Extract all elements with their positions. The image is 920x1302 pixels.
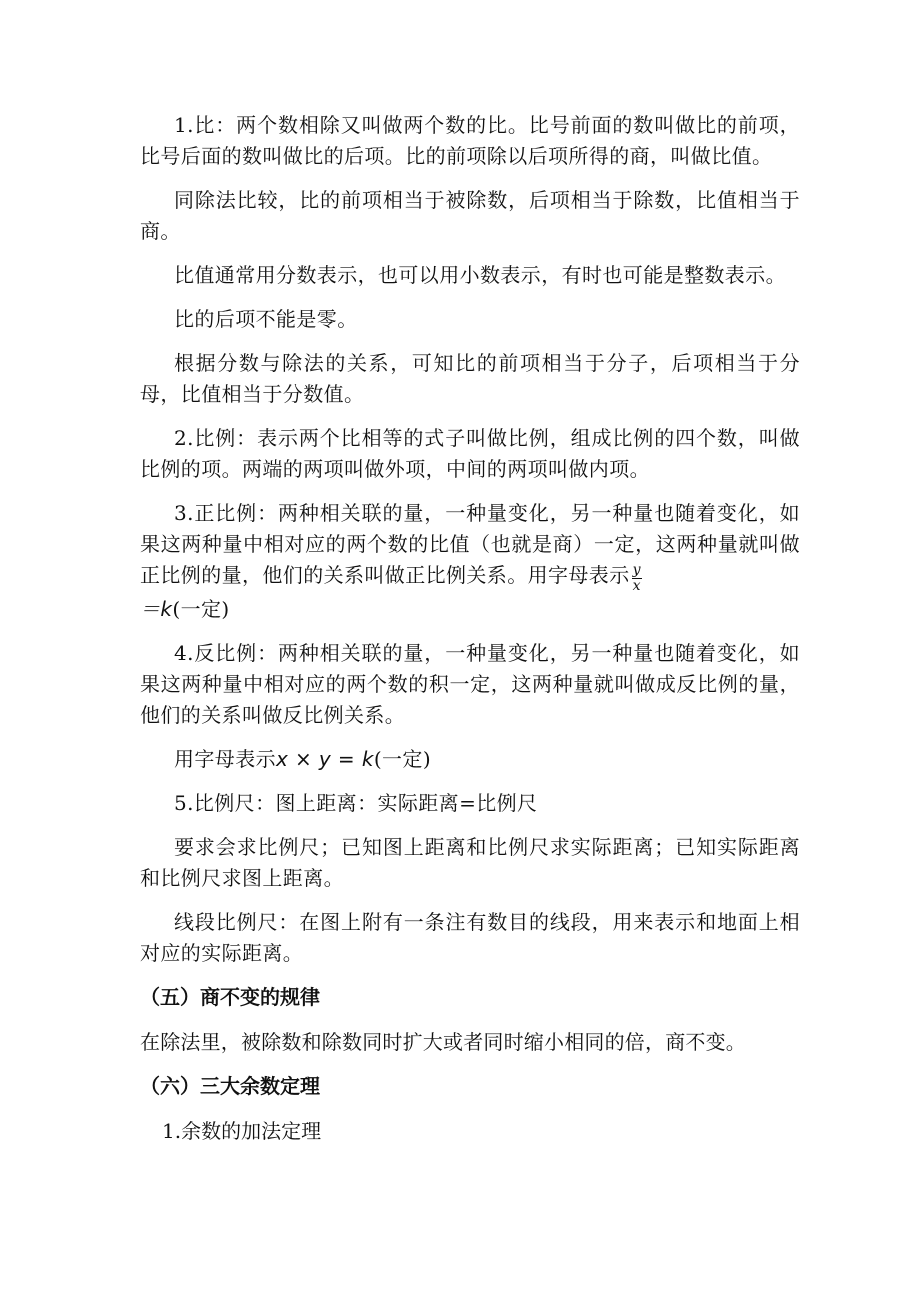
document-page xyxy=(140,110,800,1147)
fraction-y-over-x xyxy=(632,563,642,594)
section-heading-remainder-theorems: （六）三大余数定理 xyxy=(140,1073,320,1098)
direct-proportion-constant-note: (一定) xyxy=(172,596,230,621)
paragraph-inverse-formula xyxy=(140,744,800,775)
section-heading-quotient-invariance: （五）商不变的规律 xyxy=(140,984,320,1009)
inverse-formula-equation: x × y = k xyxy=(276,746,374,771)
paragraph-ratio-vs-fraction: 根据分数与除法的关系，可知比的前项相当于分子，后项相当于分母，比值相当于分数值。 xyxy=(140,351,800,406)
fraction-numerator: y xyxy=(632,561,641,578)
direct-proportion-text: 3.正比例：两种相关联的量，一种量变化，另一种量也随着变化，如果这两种量中相对应的两个数的比值（也就是商）一定，这两种量就叫做正比例的量，他们的关系叫做正比例关系。用字母表示 xyxy=(140,501,800,587)
paragraph-quotient-invariance: 在除法里，被除数和除数同时扩大或者同时缩小相同的倍，商不变。 xyxy=(140,1029,746,1054)
paragraph-line-scale: 线段比例尺：在图上附有一条注有数目的线段，用来表示和地面上相对应的实际距离。 xyxy=(140,909,800,965)
inverse-formula-text: 用字母表示 xyxy=(174,746,276,771)
paragraph-direct-proportion xyxy=(140,498,800,625)
paragraph-ratio-definition: 1.比：两个数相除又叫做两个数的比。比号前面的数叫做比的前项，比号后面的数叫做比的后项。比的前项除以后项所得的商，叫做比值。 xyxy=(140,113,800,168)
paragraph-scale-requirements: 要求会求比例尺；已知图上距离和比例尺求实际距离；已知实际距离和比例尺求图上距离。 xyxy=(140,834,800,890)
paragraph-ratio-vs-division: 同除法比较，比的前项相当于被除数，后项相当于除数，比值相当于商。 xyxy=(140,188,800,243)
paragraph-scale-definition: 5.比例尺：图上距离：实际距离=比例尺 xyxy=(174,790,538,815)
paragraph-inverse-proportion: 4.反比例：两种相关联的量，一种量变化，另一种量也随着变化，如果这两种量中相对应的两个数的积一定，这两种量就叫做成反比例的量，他们的关系叫做反比例关系。 xyxy=(140,640,800,727)
list-item-remainder-addition: 1.余数的加法定理 xyxy=(162,1118,322,1143)
paragraph-ratio-representation: 比值通常用分数表示，也可以用小数表示，有时也可能是整数表示。 xyxy=(174,263,786,287)
paragraph-proportion-definition: 2.比例：表示两个比相等的式子叫做比例，组成比例的四个数，叫做比例的项。两端的两项叫做外项，中间的两项叫做内项。 xyxy=(140,426,800,481)
inverse-formula-constant-note: (一定) xyxy=(373,746,432,771)
fraction-denominator: x xyxy=(632,577,641,594)
paragraph-ratio-consequent-nonzero: 比的后项不能是零。 xyxy=(174,307,358,331)
direct-proportion-equation: ＝k xyxy=(140,596,173,621)
